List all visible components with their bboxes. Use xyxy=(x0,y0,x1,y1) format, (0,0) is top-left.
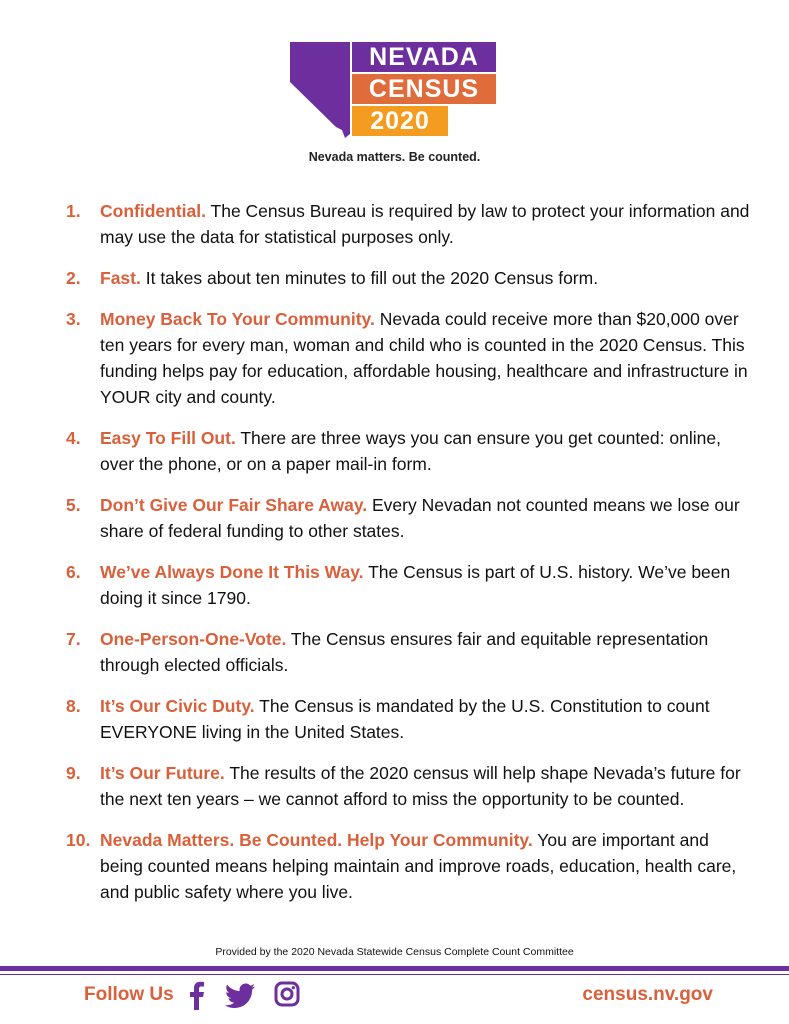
item-heading: Nevada Matters. Be Counted. Help Your Community. xyxy=(100,830,533,850)
item-text: The Census is mandated by the U.S. Constitution to count EVERYONE living in the United States. xyxy=(100,696,710,742)
twitter-icon[interactable] xyxy=(224,980,256,1010)
item-text: Every Nevadan not counted means we lose our share of federal funding to other states. xyxy=(100,495,740,541)
logo-census-text: CENSUS xyxy=(352,74,496,104)
nevada-state-shape-icon xyxy=(290,42,352,138)
item-text: You are important and being counted means helping maintain and improve roads, education, health care, and public safety where you live. xyxy=(100,830,737,902)
tagline: Nevada matters. Be counted. xyxy=(308,150,481,164)
list-item xyxy=(66,306,756,410)
item-text: The Census ensures fair and equitable representation through elected officials. xyxy=(100,629,709,675)
nevada-census-logo xyxy=(290,42,500,138)
item-text: Nevada could receive more than $20,000 over ten years for every man, woman and child who is counted in the 2020 Census. This funding helps pay for education, affordable housing, healthcare and infrastructure in YOUR city and county. xyxy=(100,309,748,407)
item-number: 8. xyxy=(66,696,81,716)
item-heading: Money Back To Your Community. xyxy=(100,309,375,329)
footer-divider xyxy=(0,966,789,971)
follow-us-label: Follow Us xyxy=(84,984,174,1005)
item-number: 6. xyxy=(66,562,81,582)
item-number: 7. xyxy=(66,629,81,649)
list-item xyxy=(66,559,756,611)
instagram-icon[interactable] xyxy=(274,980,300,1010)
footer-divider-thin xyxy=(0,974,789,975)
item-number: 3. xyxy=(66,309,81,329)
list-item xyxy=(66,760,756,812)
item-text: It takes about ten minutes to fill out the 2020 Census form. xyxy=(145,268,599,288)
logo-nevada-text: NEVADA xyxy=(352,42,496,72)
list-item xyxy=(66,265,756,291)
item-heading: Confidential. xyxy=(100,201,206,221)
item-number: 5. xyxy=(66,495,81,515)
website-link[interactable]: census.nv.gov xyxy=(582,984,713,1005)
item-number: 9. xyxy=(66,763,81,783)
list-item xyxy=(66,626,756,678)
item-number: 1. xyxy=(66,201,81,221)
item-heading: Don’t Give Our Fair Share Away. xyxy=(100,495,368,515)
list-item xyxy=(66,827,756,905)
reasons-list xyxy=(66,198,756,920)
provided-by-note: Provided by the 2020 Nevada Statewide Census Complete Count Committee xyxy=(215,946,574,958)
list-item xyxy=(66,198,756,250)
item-text: There are three ways you can ensure you get counted: online, over the phone, or on a paper mail-in form. xyxy=(100,428,721,474)
facebook-icon[interactable] xyxy=(184,980,210,1010)
item-number: 2. xyxy=(66,268,81,288)
item-text: The results of the 2020 census will help shape Nevada’s future for the next ten years – we cannot afford to miss the opportunity to be counted. xyxy=(100,763,741,809)
item-number: 4. xyxy=(66,428,81,448)
list-item xyxy=(66,425,756,477)
item-text: The Census Bureau is required by law to protect your information and may use the data for statistical purposes only. xyxy=(100,201,750,247)
item-text: The Census is part of U.S. history. We’ve been doing it since 1790. xyxy=(100,562,731,608)
list-item xyxy=(66,492,756,544)
item-number: 10. xyxy=(66,830,91,850)
item-heading: It’s Our Future. xyxy=(100,763,225,783)
item-heading: It’s Our Civic Duty. xyxy=(100,696,255,716)
list-item xyxy=(66,693,756,745)
item-heading: Fast. xyxy=(100,268,141,288)
item-heading: Easy To Fill Out. xyxy=(100,428,236,448)
item-heading: One-Person-One-Vote. xyxy=(100,629,287,649)
item-heading: We’ve Always Done It This Way. xyxy=(100,562,364,582)
logo-year-text: 2020 xyxy=(352,106,448,136)
